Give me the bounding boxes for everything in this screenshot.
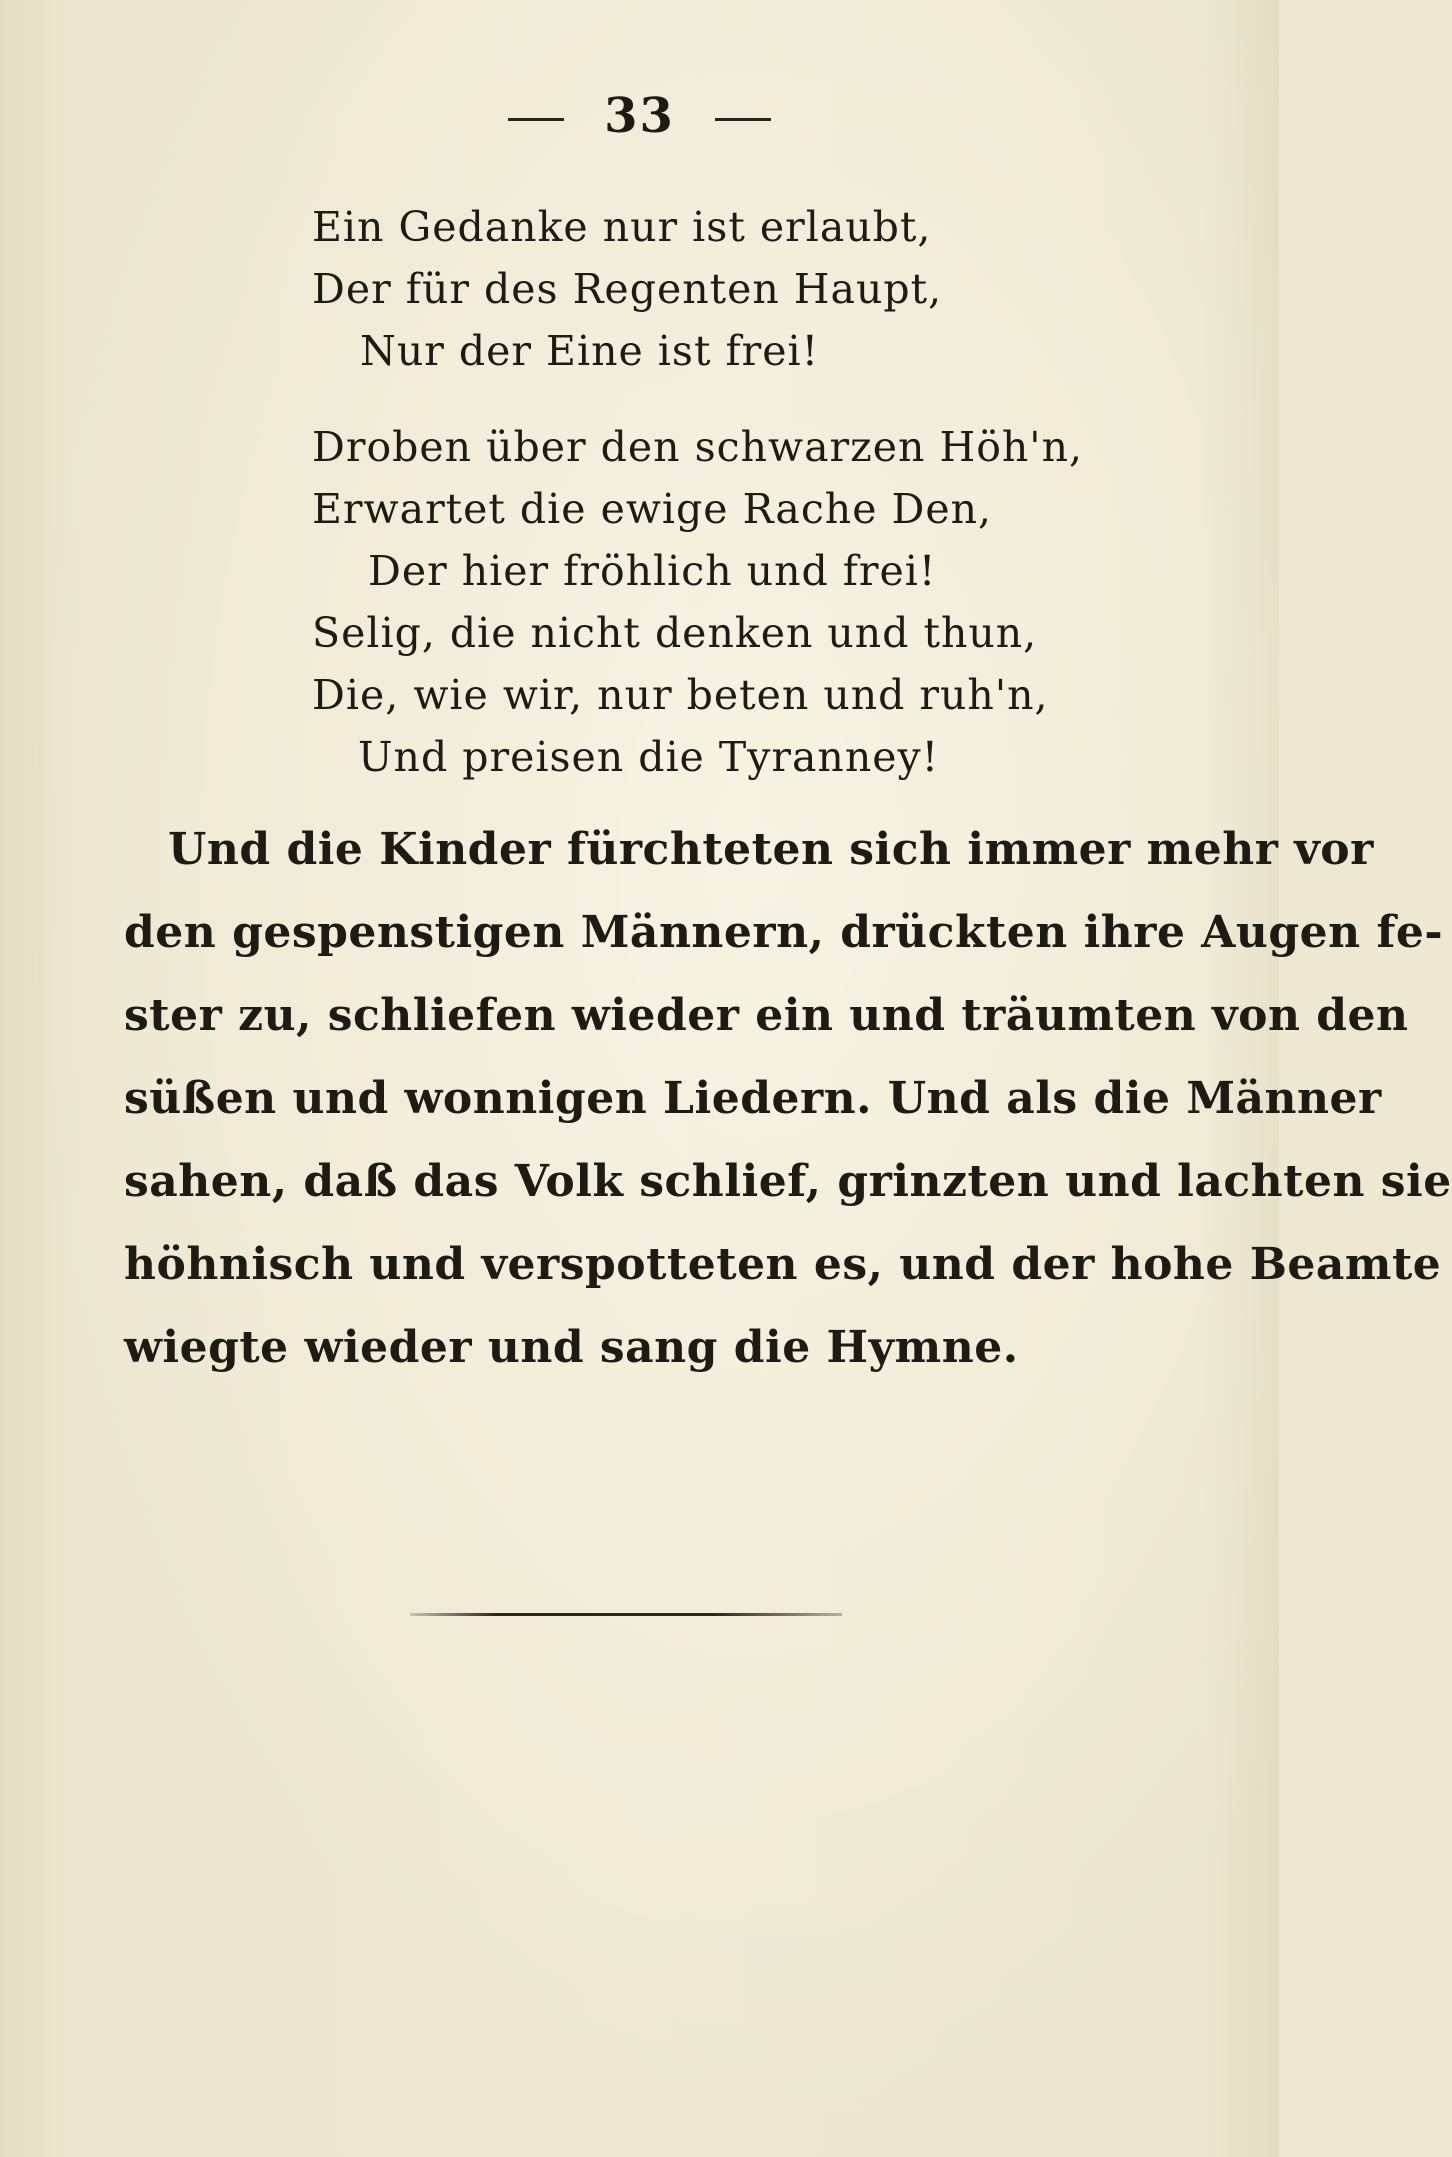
verse-line: Der hier fröhlich und frei! bbox=[368, 547, 937, 595]
verse-line: Selig, die nicht denken und thun, bbox=[312, 609, 1038, 657]
verse-line: Ein Gedanke nur ist erlaubt, bbox=[312, 203, 932, 251]
prose-line: höhnisch und verspotteten es, und der hohe Beamte bbox=[124, 1239, 1442, 1290]
prose-line: ster zu, schliefen wieder ein und träumten von den bbox=[124, 990, 1409, 1041]
prose-line: Und die Kinder fürchteten sich immer mehr vor bbox=[168, 824, 1374, 875]
prose-paragraph bbox=[124, 808, 1452, 1389]
verse-line: Die, wie wir, nur beten und ruh'n, bbox=[312, 671, 1049, 719]
section-divider-rule bbox=[410, 1613, 842, 1616]
page-number: 33 bbox=[604, 88, 675, 144]
page-header bbox=[0, 88, 1279, 144]
verse-line: Und preisen die Tyranney! bbox=[358, 733, 940, 781]
verse-line: Der für des Regenten Haupt, bbox=[312, 265, 943, 313]
prose-line: wiegte wieder und sang die Hymne. bbox=[124, 1322, 1019, 1373]
prose-line: süßen und wonnigen Liedern. Und als die Männer bbox=[124, 1073, 1382, 1124]
prose-line: den gespenstigen Männern, drückten ihre Augen fe- bbox=[124, 907, 1444, 958]
prose-line: sahen, daß das Volk schlief, grinzten und lachten sie bbox=[124, 1156, 1452, 1207]
verse-line: Nur der Eine ist frei! bbox=[360, 327, 820, 375]
header-dash-left bbox=[508, 118, 564, 121]
verse-line: Droben über den schwarzen Höh'n, bbox=[312, 423, 1084, 471]
verse-line: Erwartet die ewige Rache Den, bbox=[312, 485, 993, 533]
header-dash-right bbox=[715, 118, 771, 121]
